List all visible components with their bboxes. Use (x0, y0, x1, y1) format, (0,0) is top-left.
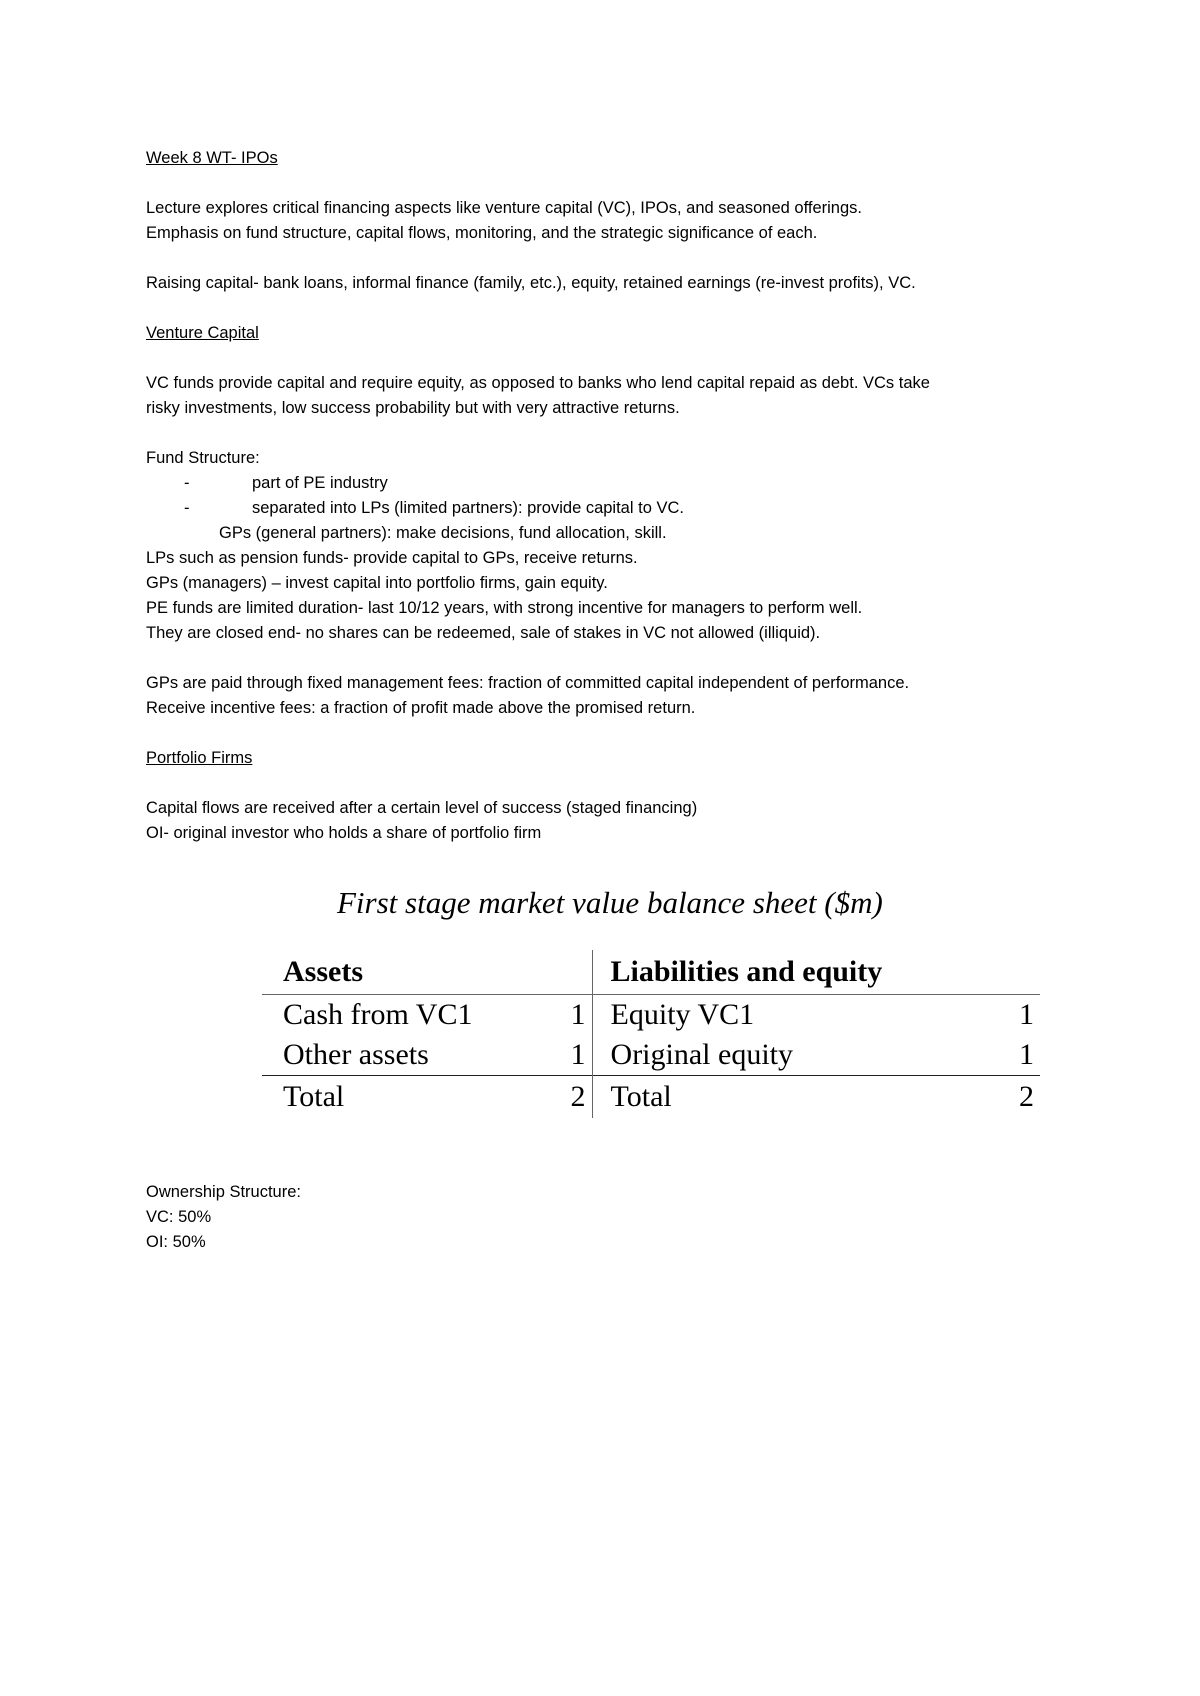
liability-total-label: Total (592, 1076, 994, 1119)
bullet-dash: - (184, 499, 190, 517)
balance-sheet-table (262, 950, 1040, 1118)
document-body (146, 146, 1046, 846)
fund-line: They are closed end- no shares can be redeemed, sale of stakes in VC not allowed (illiquid). (146, 624, 821, 642)
fund-structure-label: Fund Structure: (146, 449, 260, 467)
liabilities-header: Liabilities and equity (592, 950, 1040, 995)
table-row (262, 1035, 1040, 1076)
asset-total-value: 2 (540, 1076, 592, 1119)
ownership-line: OI: 50% (146, 1233, 206, 1251)
table-row (262, 995, 1040, 1036)
page-title: Week 8 WT- IPOs (146, 149, 278, 167)
intro-line: Emphasis on fund structure, capital flows, monitoring, and the strategic significance of each. (146, 224, 818, 242)
list-item (146, 496, 1046, 521)
fees-line: Receive incentive fees: a fraction of profit made above the promised return. (146, 699, 696, 717)
portfolio-line: OI- original investor who holds a share of portfolio firm (146, 824, 542, 842)
ownership-line: VC: 50% (146, 1208, 212, 1226)
fees-line: GPs are paid through fixed management fees: fraction of committed capital independent of performance. (146, 674, 910, 692)
vc-paragraph-line: VC funds provide capital and require equity, as opposed to banks who lend capital repaid as debt. VCs take (146, 374, 930, 392)
fund-line: GPs (managers) – invest capital into portfolio firms, gain equity. (146, 574, 608, 592)
intro-line: Lecture explores critical financing aspects like venture capital (VC), IPOs, and seasoned offerings. (146, 199, 862, 217)
list-continuation: GPs (general partners): make decisions, fund allocation, skill. (219, 524, 667, 542)
list-item-text: part of PE industry (252, 474, 388, 492)
raising-capital-line: Raising capital- bank loans, informal finance (family, etc.), equity, retained earnings (re-invest profits), VC. (146, 274, 916, 292)
fund-line: PE funds are limited duration- last 10/12 years, with strong incentive for managers to perform well. (146, 599, 863, 617)
asset-value: 1 (570, 998, 586, 1031)
liability-value: 1 (1019, 1038, 1034, 1071)
liability-label: Equity VC1 (592, 995, 994, 1036)
liability-label: Original equity (592, 1035, 994, 1076)
list-item-text: separated into LPs (limited partners): provide capital to VC. (252, 499, 684, 517)
table-header-row (262, 950, 1040, 995)
liability-total-value: 2 (994, 1076, 1040, 1119)
table-total-row (262, 1076, 1040, 1119)
balance-sheet-title: First stage market value balance sheet ($m) (337, 885, 883, 920)
asset-label: Cash from VC1 (283, 998, 473, 1031)
list-item (146, 471, 1046, 496)
vc-paragraph-line: risky investments, low success probability but with very attractive returns. (146, 399, 680, 417)
fund-line: LPs such as pension funds- provide capital to GPs, receive returns. (146, 549, 638, 567)
liability-value: 1 (1019, 998, 1034, 1031)
asset-value: 1 (570, 1038, 586, 1071)
section-heading-portfolio-firms: Portfolio Firms (146, 749, 253, 767)
asset-total-label: Total (262, 1076, 540, 1119)
bullet-dash: - (184, 474, 190, 492)
portfolio-line: Capital flows are received after a certain level of success (staged financing) (146, 799, 698, 817)
asset-label: Other assets (283, 1038, 429, 1071)
assets-header: Assets (262, 950, 592, 995)
ownership-structure (146, 1180, 301, 1255)
section-heading-venture-capital: Venture Capital (146, 324, 259, 342)
ownership-label: Ownership Structure: (146, 1183, 301, 1201)
